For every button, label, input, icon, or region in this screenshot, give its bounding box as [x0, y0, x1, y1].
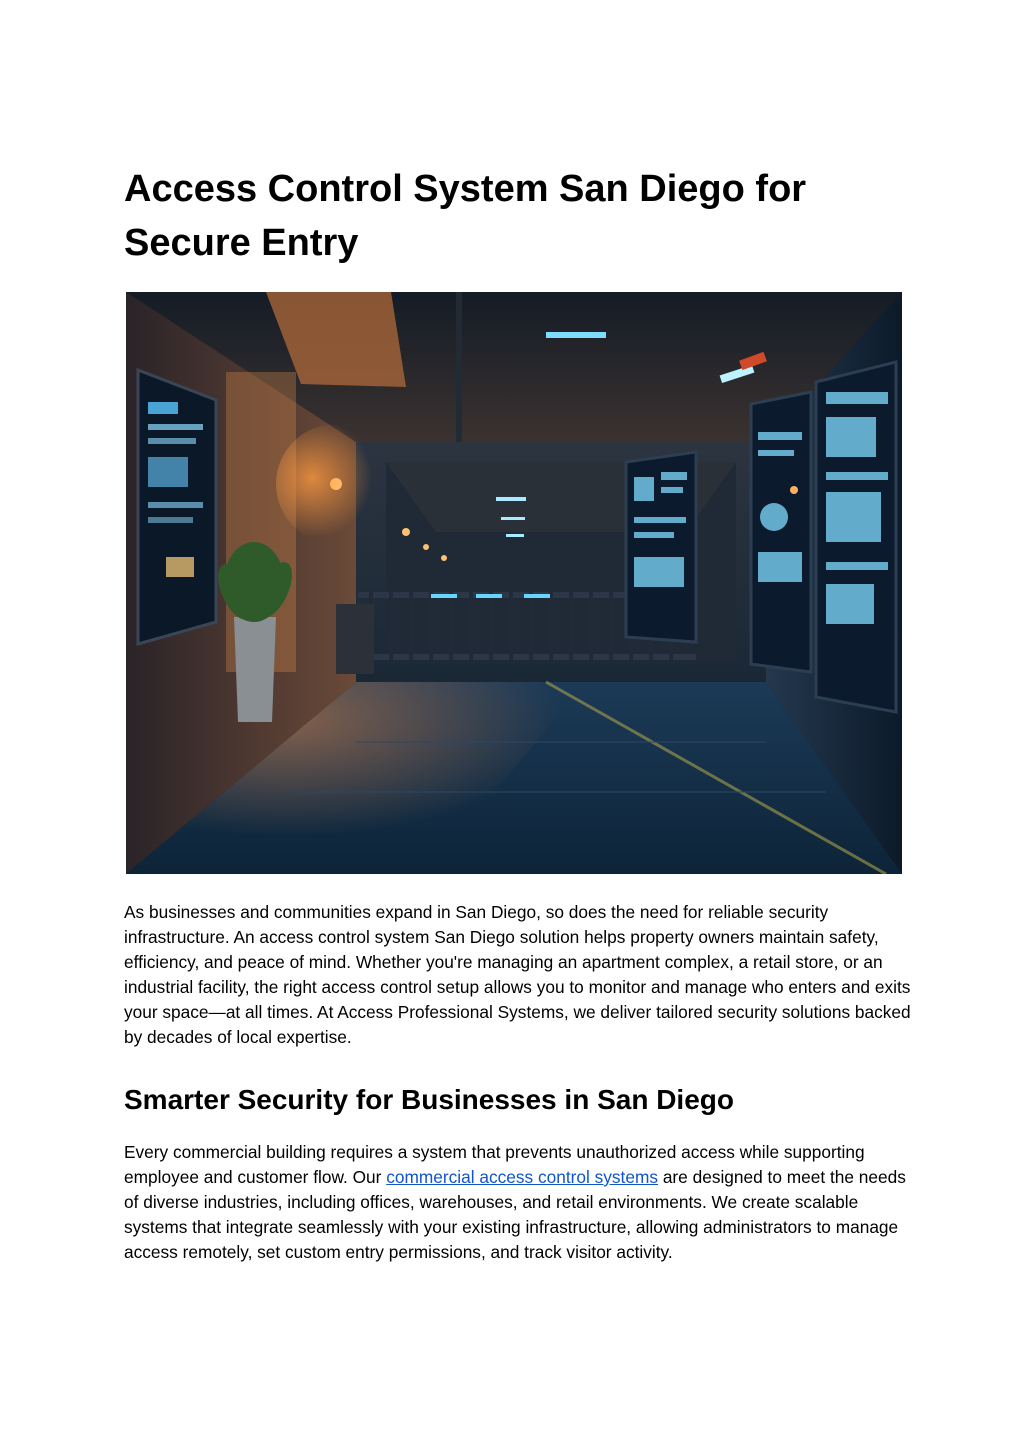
section-paragraph — [124, 1140, 914, 1265]
paragraph-text-after-link: are designed to meet the needs of diverse industries, including offices, warehouses, and retail environments. We create scalable systems that integrate seamlessly with your existing infrastructure, allowing administrators to manage access remotely, set custom entry permissions, and track visitor activity. — [124, 1167, 906, 1262]
intro-paragraph: As businesses and communities expand in San Diego, so does the need for reliable security infrastructure. An access control system San Diego solution helps property owners maintain safety, efficiency, and peace of mind. Whether you're managing an apartment complex, a retail store, or an industrial facility, the right access control setup allows you to monitor and manage who enters and exits your space—at all times. At Access Professional Systems, we deliver tailored security solutions backed by decades of local expertise. — [124, 902, 911, 1047]
page-title: Access Control System San Diego for Secure Entry — [124, 168, 807, 264]
hero-image — [126, 292, 902, 874]
section-heading: Smarter Security for Businesses in San Diego — [124, 1084, 734, 1115]
commercial-access-control-link[interactable]: commercial access control systems — [386, 1167, 659, 1187]
paragraph-text-before-link: Every commercial building requires a system that prevents unauthorized access while supporting employee and customer flow. Our — [124, 1142, 865, 1187]
